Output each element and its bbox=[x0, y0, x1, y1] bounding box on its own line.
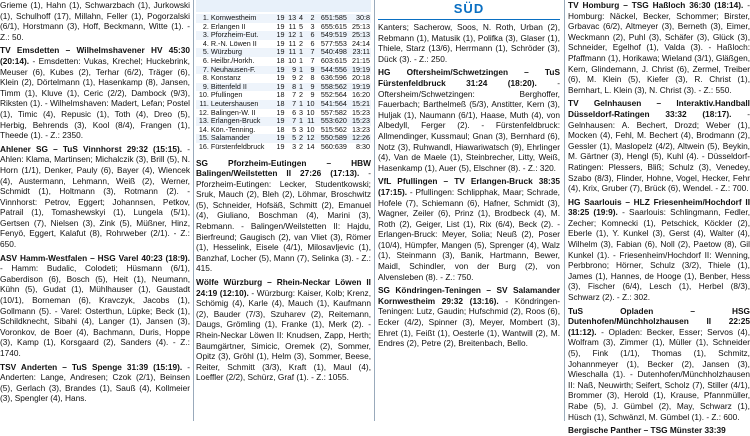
game-title: TuS Opladen – HSG Dutenhofen/Münchholzhausen II 22:25 (11:12). bbox=[568, 305, 750, 337]
standings-cell: 544:556 bbox=[320, 64, 347, 74]
standings-cell: 13. bbox=[198, 116, 209, 126]
game-title: VfL Pfullingen – TV Erlangen-Bruck 38:35 (17:15). bbox=[378, 176, 560, 197]
standings-cell: 9. bbox=[202, 81, 209, 91]
standings-cell: 3 bbox=[299, 124, 303, 134]
standings-cell: 8. bbox=[202, 73, 209, 83]
standings-cell: 9 bbox=[310, 90, 315, 100]
standings-cell: 15:23 bbox=[352, 116, 370, 126]
standings-cell: 577:553 bbox=[320, 38, 347, 48]
game-text: - Oftersheim/Schwetzingen: Berghoffer, Fauerbach; Barthelmeß (5/3), Anstitter, Kern (3), Huljak (1), Naumann (6/1), Haase, Muth (4), von Albedyll, Ferger (2). - Fürstenfeldbruck: Allmendinger, Kussmaul; Gnan (3), Bernhard (6), Notz (3), Ruhwandl, Hiawariwatsch (9), Ehrlinger (4), Van de Maele (1), Steinbrecher, Litty, Weiß, Hasenkamp (1), Auer (5), Elschner (8). - Z.: 320. bbox=[378, 77, 560, 173]
standings-cell: 5 bbox=[292, 124, 297, 134]
standings-cell: 655:615 bbox=[320, 21, 347, 31]
standings-cell: 11 bbox=[288, 21, 297, 31]
game-title: SG Pforzheim-Eutingen – HBW Balingen/Weilstetten II 27:26 (17:13). bbox=[196, 157, 371, 179]
game-text: - Köndringen-Teningen: Lutz, Gaudin; Hufschmid (2), Roos (6), Ecker (4/2), Spinner (3), Meyer, Mombert (3), Ehret (1), Feißt (1), Oesterle (1), Wantwill (2), M. Endres (2), Petre (2), Breitenbach, Bello. bbox=[378, 295, 560, 349]
standings-cell: 8 bbox=[310, 73, 315, 83]
standings-cell: 3. bbox=[202, 30, 209, 40]
standings-cell: 2 bbox=[310, 13, 315, 22]
game-text: - Gelnhausen: A. Bechert, Drozd; Weber (1), Mocken (4), Fehl, M. Bechert (4), Brodmann (2), Gessler (1), Maslopelz (4/2), Altwein (5), Beykin, M. Gärtner (3), Hengl (5), Kuhl (4). - Düsseldorf-Ratingen: Plessers, Bliß; Schulz (3), Venedey, Szabo (8/3), Flinder, Hohne, Vogel, Hecker, Fehr (4), Krix, Gruber (7), Brück (6), Wendel. - Z.: 700. bbox=[568, 108, 750, 194]
standings-cell: 18 bbox=[276, 90, 285, 100]
standings-cell: 11 bbox=[288, 38, 297, 48]
standings-cell: 3 bbox=[299, 107, 303, 117]
game-report bbox=[378, 67, 560, 173]
standings-cell: 19 bbox=[276, 81, 285, 91]
team-name: Konstanz bbox=[210, 73, 241, 83]
game-title: TV Gelnhausen – Interaktiv.Handball Düsseldorf-Ratingen 33:32 (18:17). bbox=[568, 98, 750, 119]
standings-cell: 2 bbox=[299, 90, 303, 100]
standings-cell: 19:19 bbox=[352, 81, 370, 91]
game-title: HG Oftersheim/Schwetzingen – TuS Fürstenfeldbruck 31:24 (18:20). bbox=[378, 67, 560, 88]
game-text: - Homburg: Näckel, Becker, Schommer; Birster, Grbavac (6/2), Altmeyer (3), Berneth (3), Eimer, Weckmann (2), Puhl (3), Schäfer (3), Glück (3), Schneider, Egelhof (1), Valda (3). - Haßloch: Pfaffmann (1), Horikawa; Wieland (3/1), Gläßgen, Kern, Glindemann, J. Christ (6), Zermel, Treiber (6), M. Klein (5), Kiefer (3), R. Christ (1), Bernhart, L. Klein (3), N. Christ (3). - Z.: 550. bbox=[568, 0, 750, 95]
team-name: Salamander bbox=[210, 133, 250, 143]
standings-cell: 540:498 bbox=[320, 47, 347, 57]
column-2 bbox=[196, 0, 371, 421]
team-name: Pforzheim-Eut. bbox=[210, 30, 259, 40]
standings-cell: 19 bbox=[276, 30, 285, 40]
standings-cell: 13 bbox=[288, 13, 297, 22]
standings-cell: 6 bbox=[292, 107, 297, 117]
standings-cell: 12:26 bbox=[352, 133, 370, 143]
game-report bbox=[378, 285, 560, 349]
team-name: Balingen-W. II bbox=[210, 107, 256, 117]
standings-cell: 553:620 bbox=[320, 116, 347, 126]
game-text: - Saarlouis: Schlingmann, Fedler, Zecher; Komnecki (1), Petschick, Köckler (2), Eberle (1), Y. Kunkel (3), Gerst (4), Walter (4), Wilhelm (3), Fabian (6), Noll (2), Paetow (8), Gil Kunkel (1). - Friesenheim/Hochdorf II: Wenning, Perbbrono; Hörner, Schulz (3/2), Thiele (1), James (1), Hannes, de Hooge (1), Benber, Hess (3), Fischer (6/4), Lesch (1), Herbel (8/3), Schwarz (2). - Z.: 302. bbox=[568, 207, 750, 303]
game-title: SG Köndringen-Teningen – SV Salamander Kornwestheim 29:32 (13:16). bbox=[378, 285, 560, 306]
team-name: Neuhausen-F. bbox=[210, 64, 256, 74]
game-text: - Würzburg: Kaiser, Kolb; Krenz, Schömig (4), Karle (4), Mauch (1), Kaufmann (2), Bauder (7/3), Szuharev (2), Reitemann, Daugs, Grömling (1), Franke (1), Merk (2). - Rhein-Neckar Löwen II: Knudsen, Zapp, Herth; Baumgärtner, Simicic, Oremek (2), Sommer, Opitz (3), Gröhl (1), Helm (3), Sommer, Beese, Reiter, Schmitt (3/3), Kraft (1), Maul (4), Loeffler (2/2), Schürz, Graf (1). - Z.: 1055. bbox=[196, 287, 372, 383]
standings-cell: 541:564 bbox=[320, 98, 347, 108]
game-report bbox=[0, 362, 190, 404]
team-name: Leutershausen bbox=[210, 98, 259, 108]
game-report bbox=[568, 98, 750, 193]
standings-cell: 25:13 bbox=[352, 21, 370, 31]
standings-cell: 19 bbox=[276, 141, 285, 151]
standings-cell: 2 bbox=[299, 38, 303, 48]
standings-cell: 4. bbox=[202, 38, 209, 48]
standings-cell: 558:562 bbox=[320, 81, 347, 91]
standings-cell: 21:15 bbox=[352, 55, 370, 65]
game-text: - Ahlen: Klama, Martinsen; Michalczik (3), Brill (5), N. Horn (1/1), Denker, Pauly (6), Bayer (4), Wiencek (4), Austermann, Lehmann, Weiß (2), Werner, Schmidt (1), Holtmann (3), Rotmann (2). - Vinnhorst: Petrov, Eggert; Johannsen, Petkov, Patrail (1), Tomashewskyi (1), Lungela (5/1), Gertsen (7), Nielsen (3), Zink (5), Müßner, Hinz, Fenyö, Eggert, Kalafut (8), Rohrweber (2/1). - Z.: 650. bbox=[0, 143, 190, 250]
standings-table bbox=[196, 14, 371, 152]
game-report bbox=[0, 45, 190, 140]
section-rule bbox=[378, 19, 560, 20]
standings-cell: 1 bbox=[299, 30, 303, 40]
standings-cell: 515:562 bbox=[320, 124, 347, 134]
standings-cell: 11 bbox=[307, 116, 315, 126]
standings-cell: 560:639 bbox=[320, 141, 347, 151]
standings-cell: 10 bbox=[306, 98, 315, 108]
standings-cell: 8:30 bbox=[356, 141, 370, 151]
standings-cell: 18 bbox=[276, 98, 285, 108]
standings-cell: 19 bbox=[276, 133, 285, 143]
game-report bbox=[568, 0, 750, 95]
standings-cell: 7 bbox=[292, 116, 297, 126]
standings-cell: 7 bbox=[310, 55, 315, 65]
standings-cell: 7 bbox=[292, 98, 297, 108]
standings-cell: 8 bbox=[292, 81, 297, 91]
standings-cell: 18 bbox=[276, 55, 285, 65]
team-name: Erlangen II bbox=[210, 21, 246, 31]
standings-cell: 19:19 bbox=[352, 64, 370, 74]
standings-cell: 19 bbox=[276, 13, 285, 22]
standings-cell: 5 bbox=[292, 133, 297, 143]
standings-cell: 2 bbox=[299, 73, 303, 83]
report-snippet: Kanters; Sacherow, Soos, N. Roth, Urban (2), Rebmann (1), Matusik (1), Polifka (3), Glaser (1), Thiele, Starz (13/6), Herrmann (1), Schröder (3), Dück (3). - Z.: 250. bbox=[378, 22, 560, 64]
standings-cell: 6. bbox=[202, 55, 209, 65]
standings-cell: 19 bbox=[276, 107, 285, 117]
standings-cell: 6 bbox=[310, 30, 315, 40]
column-divider bbox=[564, 0, 565, 421]
standings-row bbox=[196, 143, 371, 152]
standings-cell: 6 bbox=[310, 38, 315, 48]
team-name: Fürstenfeldbruck bbox=[210, 141, 265, 151]
game-title: Bergische Panther – TSG Münster 33:39 bbox=[568, 425, 726, 436]
standings-cell: 10. bbox=[198, 90, 209, 100]
standings-cell: 11 bbox=[288, 47, 297, 57]
team-name: R.-N. Löwen II bbox=[210, 38, 257, 48]
standings-cell: 2 bbox=[299, 133, 303, 143]
standings-cell: 10 bbox=[288, 55, 297, 65]
column-divider bbox=[193, 0, 194, 421]
standings-cell: 1 bbox=[299, 116, 303, 126]
standings-cell: 11. bbox=[199, 98, 209, 108]
game-report bbox=[196, 277, 371, 383]
game-report bbox=[568, 425, 750, 436]
game-title: Ahlener SG – TuS Vinnhorst 29:32 (15:15). bbox=[0, 143, 183, 154]
game-text: - Anderten: Lange, Andresen; Czok (2/1), Beinsen (5), Gerlach (3), Brandes (1), Sauß (4), Kollmeier (3), Spengler (4), Hans. bbox=[0, 361, 190, 404]
standings-cell: 603:615 bbox=[320, 55, 347, 65]
standings-cell: 3 bbox=[310, 21, 315, 31]
standings-cell: 18 bbox=[276, 124, 285, 134]
game-title: ASV Hamm-Westfalen – HSG Varel 40:23 (18:9). bbox=[0, 252, 190, 263]
team-name: Würzburg bbox=[210, 47, 243, 57]
standings-cell: 15:21 bbox=[352, 98, 370, 108]
column-4 bbox=[568, 0, 750, 436]
standings-cell: 20:18 bbox=[352, 73, 370, 83]
team-name: Kornwestheim bbox=[210, 13, 257, 22]
standings-cell: 1. bbox=[202, 13, 209, 22]
standings-cell: 3 bbox=[292, 141, 297, 151]
standings-cell: 12 bbox=[306, 133, 315, 143]
standings-cell: 7 bbox=[310, 47, 315, 57]
section-title: SÜD bbox=[453, 1, 485, 16]
standings-cell: 19 bbox=[276, 73, 285, 83]
game-title: TSV Anderten – TuS Spenge 31:39 (15:19). bbox=[0, 361, 183, 372]
game-report bbox=[196, 158, 371, 275]
column-3 bbox=[378, 22, 560, 421]
standings-cell: 10 bbox=[306, 124, 315, 134]
standings-cell: 9 bbox=[310, 64, 315, 74]
standings-cell: 23:11 bbox=[352, 47, 370, 57]
game-report bbox=[568, 197, 750, 303]
standings-cell: 1 bbox=[299, 64, 303, 74]
standings-cell: 16:20 bbox=[352, 90, 370, 100]
standings-cell: 19 bbox=[276, 38, 285, 48]
standings-cell: 4 bbox=[299, 13, 303, 22]
standings-cell: 10 bbox=[306, 107, 315, 117]
standings-cell: 13:23 bbox=[352, 124, 370, 134]
standings-cell: 636:596 bbox=[320, 73, 347, 83]
team-name: Kön.-Tenning. bbox=[210, 124, 256, 134]
column-1 bbox=[0, 0, 190, 421]
standings-cell: 1 bbox=[299, 55, 303, 65]
standings-cell: 7 bbox=[292, 90, 297, 100]
standings-cell: 9 bbox=[292, 64, 297, 74]
game-report bbox=[0, 253, 190, 359]
standings-cell: 14. bbox=[198, 124, 209, 134]
standings-cell: 9 bbox=[310, 81, 315, 91]
game-text: - Emsdetten: Vukas, Krechel; Huckebrink, Meuser (6), Kubes (2), Terhar (6/2), Träger (6), Klein (2), Dörtelmann (1), Hasenkamp (8), Jansen, Timm (1), Kluve (1), Ceric (2/2), Dambock (9/3), Riksten (1). - Wilhelmshaven: Madert, Lefan; Postel (1), Timic (4), Repusic (1), Toth (4), Dreo (5), Herbig, Behrends (3), Kool (8/4), Frangen (1), Theede (1). - Z.: 2350. bbox=[0, 55, 190, 141]
standings-cell: 5. bbox=[202, 47, 209, 57]
standings-cell: 30:8 bbox=[356, 13, 370, 22]
team-name: Pfullingen bbox=[210, 90, 243, 100]
standings-cell: 549:519 bbox=[320, 30, 347, 40]
game-title: HG Saarlouis – HLZ Friesenheim/Hochdorf II 38:25 (19:9). bbox=[568, 196, 750, 218]
standings-cell: 19 bbox=[276, 116, 285, 126]
team-name: Erlangen-Bruck bbox=[210, 116, 261, 126]
standings-cell: 550:589 bbox=[320, 133, 347, 143]
game-text: - Hamm: Budalic, Colodeti; Hüsmann (6/1), Gaberdison (6), Bosch (5), Heit (1), Neumann, Kühn (5), Gudat (1), Mühlhauser (1), Gaustadt (10/1), Borneman (6), Kravczyk, Jacobs (1), Gollmann (5). - Varel: Osterthun, Lüpke; Beck (1), Schildknecht, Sibahi (4), Langer (1), Jansen (3), Voronkov, de Boer (4), Bachmann, Duris, Hoppe (3), Kamp (1), Korsgaard (2), Sanders (4). - Z.: 1740. bbox=[0, 263, 190, 358]
standings-cell: 12 bbox=[288, 30, 297, 40]
game-text: - Pfullingen: Schlipphak, Maar; Schrade, Hofele (7), Schiemann (6), Hafner, Schmidt (3), Wagner, Zeiler (6), Prinz (1), Brodbeck (4), M. Roth (2), Geiger, List (1), Rix (6/4), Beck (2). - Erlangen-Bruck: Meyer, Solia; Neuß (2), Poser (10/4), Hümpfer, Mangen (5), Sprenger (4), Walz (1), Steinmann (3), Banik, Hartmann, Bewer, Maidl, Schindler, von der Burg (2), von Alvensleben (8). - Z.: 750. bbox=[378, 186, 560, 282]
standings-cell: 14 bbox=[306, 141, 315, 151]
standings-cell: 5 bbox=[299, 21, 303, 31]
standings-cell: 15. bbox=[198, 133, 209, 143]
game-report bbox=[0, 144, 190, 250]
standings-cell: 1 bbox=[299, 47, 303, 57]
standings-cell: 2. bbox=[202, 21, 209, 31]
standings-cell: 19 bbox=[276, 47, 285, 57]
standings-cell: 557:582 bbox=[320, 107, 347, 117]
game-title: TV Homburg – TSG Haßloch 36:30 (18:14). bbox=[568, 0, 744, 10]
standings-cell: 651:585 bbox=[320, 13, 347, 22]
game-report bbox=[378, 176, 560, 282]
standings-cell: 2 bbox=[299, 141, 303, 151]
standings-cell: 9 bbox=[292, 73, 297, 83]
column-divider bbox=[374, 0, 375, 421]
standings-cell: 1 bbox=[299, 98, 303, 108]
game-report bbox=[568, 306, 750, 423]
standings-cell: 25:13 bbox=[352, 30, 370, 40]
standings-cell: 19 bbox=[276, 64, 285, 74]
game-text: - Opladen: Becker, Esser; Servos (4), Wolfram (3), Zimmer (1), Müller (1), Schneider (5), Fink (1/1), Thomas (1), Schmitz, Johannmeyer (1), Becker (2), Jansen (3), Wieschalla (1). - Dutenhofen/Münchholzhausen II: Naß, Neuwirth; Seifert, Scholz (7), Stiller (4/1), Brommer (3), Herold (1), Krause, Pfannmüller, Rabe (5), J. Gümbel (2), May, Schwarz (1), Hüsch (1), Schwänzl, M. Gümbel (1). - Z.: 600. bbox=[568, 326, 750, 422]
standings-cell: 15:23 bbox=[352, 107, 370, 117]
team-name: Heilbr./Horkh. bbox=[210, 55, 255, 65]
standings-cell: 16. bbox=[198, 141, 209, 151]
standings-cell: 24:14 bbox=[352, 38, 370, 48]
game-text: - Pforzheim-Eutingen: Lecker, Studentkowski; Sruk, Mauch (2), Bleh (2), Löhmar, Broschwitz (5), Schneider, Hofsäß, Schmitt (2), Emanuel (4), Giuliano, Boschman (4), Marini (3), Rebmann. - Balingen/Weilstetten II: Hajdu, Bierfreund; Gaugisch (2), van Vliet (3), Römer (1), Hesselink, Eisele (4/1), Milosavljevic (1), Banzhaf, Locher (5), Mann (7), Selinka (3). - Z.: 415. bbox=[196, 168, 371, 274]
standings-cell: 12. bbox=[198, 107, 209, 117]
report-snippet: Grieme (1), Hahn (1), Schwarzbach (1), Jurkowski (1), Schulhoff (17), Millahn, Feller (1), Pogorzalski (6/1), Horstmann (3), Hoff, Beckmann, Witte (1). - Z.: 50. bbox=[0, 0, 190, 42]
game-title: TV Emsdetten – Wilhelmshavener HV 45:30 (20:14). bbox=[0, 45, 190, 66]
game-title: Wölfe Würzburg – Rhein-Neckar Löwen II 24:19 (12:10). bbox=[196, 277, 371, 298]
standings-cell: 552:564 bbox=[320, 90, 347, 100]
standings-cell: 19 bbox=[276, 21, 285, 31]
standings-cell: 7. bbox=[202, 64, 209, 74]
standings-cell: 1 bbox=[299, 81, 303, 91]
team-name: Bittenfeld II bbox=[210, 81, 247, 91]
